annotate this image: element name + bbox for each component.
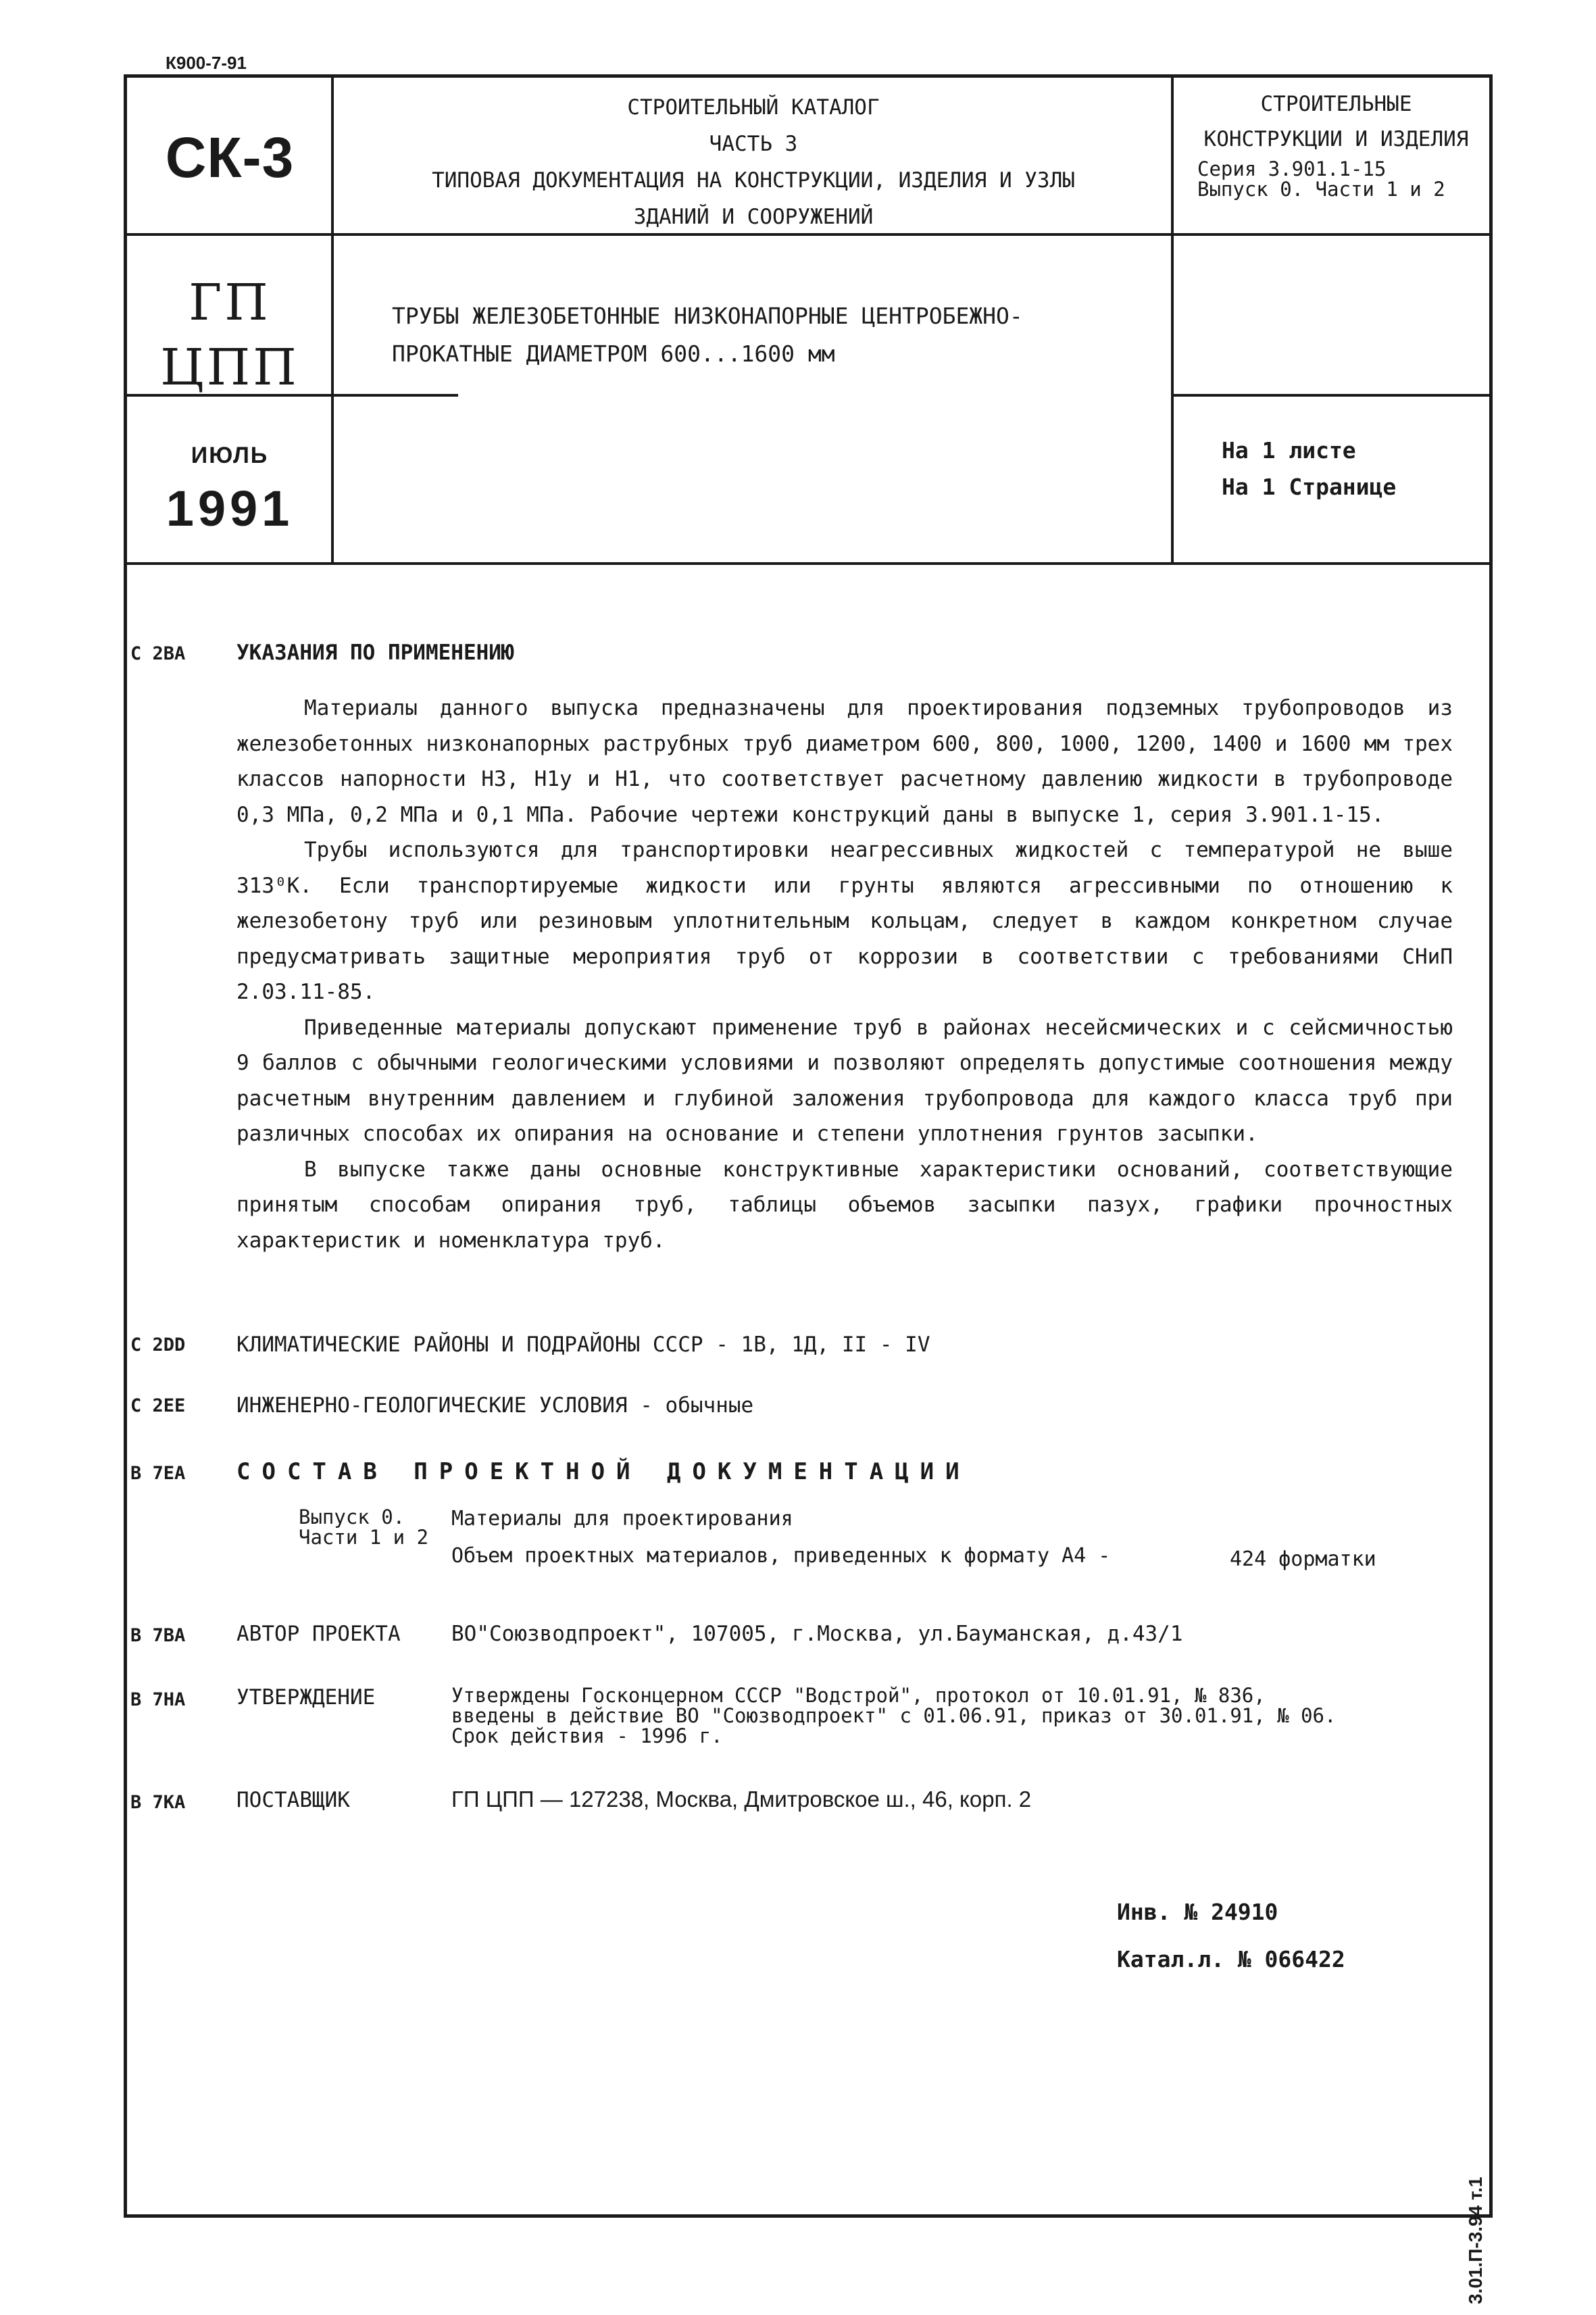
catalog-code: СК-3 bbox=[165, 126, 295, 189]
series-info bbox=[1197, 159, 1445, 199]
usage-paragraph-2: Трубы используются для транспортировки неагрессивных жидкостей с температурой не выше 313⁰К. Если транспортируемые жидкости или грунты являются агрессивными по отношению к железобетону труб или резиновым уплотнительным кольцам, следует в каждом конкретном случае предусматривать защитные мероприятия труб от коррозии в соответствии с требованиями СНиП 2.03.11-85. bbox=[236, 838, 1453, 1004]
section-code-geology: С 2ЕЕ bbox=[130, 1395, 186, 1416]
usage-body bbox=[236, 691, 1453, 1258]
publisher-name bbox=[128, 270, 331, 400]
composition-materials: Материалы для проектирования bbox=[451, 1507, 793, 1530]
catalog-title: СТРОИТЕЛЬНЫЙ КАТАЛОГ bbox=[627, 95, 880, 120]
usage-heading: УКАЗАНИЯ ПО ПРИМЕНЕНИЮ bbox=[236, 641, 514, 665]
composition-heading: СОСТАВ ПРОЕКТНОЙ ДОКУМЕНТАЦИИ bbox=[236, 1458, 971, 1485]
sheets-label: На 1 листе bbox=[1222, 437, 1356, 464]
header-divider-4 bbox=[1172, 394, 1493, 397]
approval-line-3: Срок действия - 1996 г. bbox=[451, 1724, 723, 1747]
usage-paragraph-3: Приведенные материалы допускают применение труб в районах несейсмических и с сейсмичностью 9 баллов с обычными геологическими условиями и позволяют определять допустимые соотношения между расчетным внутренним давлением и глубиной заложения трубопровода для каждого класса труб при различных способах их опирания на основание и степени уплотнения грунтов засыпки. bbox=[236, 1015, 1453, 1146]
publisher-line-2: ЦПП bbox=[160, 339, 299, 397]
sheet-count bbox=[1222, 432, 1396, 505]
composition-parts-label: Части 1 и 2 bbox=[299, 1526, 429, 1549]
usage-paragraph-1: Материалы данного выпуска предназначены для проектирования подземных трубопроводов из железобетонных низконапорных раструбных труб диаметром 600, 800, 1000, 1200, 1400 и 1600 мм трех классов напорности Н3, Н1у и Н1, что соответствует расчетному давлению жидкости в трубопроводе 0,3 МПа, 0,2 МПа и 0,1 МПа. Рабочие чертежи конструкций даны в выпуске 1, серия 3.901.1-15. bbox=[236, 696, 1453, 827]
section-code-author: В 7ВА bbox=[130, 1625, 186, 1646]
approval-line-2: введены в действие ВО "Союзводпроект" с 01.06.91, приказ от 30.01.91, № 06. bbox=[451, 1704, 1337, 1727]
title-line-1: ТРУБЫ ЖЕЛЕЗОБЕТОННЫЕ НИЗКОНАПОРНЫЕ ЦЕНТРОБЕЖНО- bbox=[392, 303, 1023, 329]
catalog-part: ЧАСТЬ 3 bbox=[709, 132, 798, 156]
header-col-divider-left bbox=[331, 74, 334, 564]
approval-line-1: Утверждены Госконцерном СССР "Водстрой", протокол от 10.01.91, № 836, bbox=[451, 1684, 1266, 1707]
section-code-composition: В 7ЕА bbox=[130, 1463, 186, 1484]
author-text: ВО"Союзводпроект", 107005, г.Москва, ул.Бауманская, д.43/1 bbox=[451, 1622, 1183, 1646]
title-line-2: ПРОКАТНЫЕ ДИАМЕТРОМ 600...1600 мм bbox=[392, 341, 835, 367]
section-code-usage: С 2ВА bbox=[130, 643, 186, 664]
publication-year: 1991 bbox=[166, 480, 294, 537]
catalog-sheet-number: Катал.л. № 066422 bbox=[1117, 1946, 1345, 1972]
catalog-description-line-1: ТИПОВАЯ ДОКУМЕНТАЦИЯ НА КОНСТРУКЦИИ, ИЗДЕЛИЯ И УЗЛЫ bbox=[432, 168, 1075, 193]
side-code: 3.01.П-3.94 т.1 bbox=[1465, 2176, 1486, 2304]
composition-issue-label: Выпуск 0. bbox=[299, 1505, 405, 1528]
header-divider-3 bbox=[124, 562, 1493, 565]
usage-paragraph-4: В выпуске также даны основные конструктивные характеристики оснований, соответствующие принятым способам опирания труб, таблицы объемов засыпки пазух, графики прочностных характеристик и номенклатура труб. bbox=[236, 1157, 1453, 1253]
supplier-text: ГП ЦПП — 127238, Москва, Дмитровское ш., 46, корп. 2 bbox=[451, 1787, 1032, 1812]
section-code-climate: С 2DD bbox=[130, 1335, 186, 1355]
approval-text bbox=[451, 1685, 1492, 1746]
composition-volume-value: 424 форматки bbox=[1230, 1547, 1376, 1571]
catalog-description-line-2: ЗДАНИЙ И СООРУЖЕНИЙ bbox=[633, 205, 874, 229]
publication-month: ИЮЛЬ bbox=[191, 443, 269, 468]
category-line-2: КОНСТРУКЦИИ И ИЗДЕЛИЯ bbox=[1203, 127, 1469, 151]
publisher-line-1: ГП bbox=[189, 274, 271, 332]
inventory-number: Инв. № 24910 bbox=[1117, 1899, 1278, 1925]
section-code-supplier: В 7КА bbox=[130, 1792, 186, 1813]
category-line-1: СТРОИТЕЛЬНЫЕ bbox=[1260, 92, 1412, 116]
pages-label: На 1 Странице bbox=[1222, 474, 1397, 500]
catalog-header bbox=[338, 89, 1169, 235]
composition-issue bbox=[299, 1507, 428, 1547]
document-code: К900-7-91 bbox=[166, 53, 247, 73]
author-label: АВТОР ПРОЕКТА bbox=[236, 1622, 401, 1646]
composition-volume: Объем проектных материалов, приведенных к формату А4 - bbox=[451, 1544, 1111, 1568]
series-number: Серия 3.901.1-15 bbox=[1197, 157, 1387, 180]
issue-number: Выпуск 0. Части 1 и 2 bbox=[1197, 178, 1445, 201]
geology-text: ИНЖЕНЕРНО-ГЕОЛОГИЧЕСКИЕ УСЛОВИЯ - обычные bbox=[236, 1393, 754, 1418]
document-title bbox=[392, 297, 1023, 373]
climate-text: КЛИМАТИЧЕСКИЕ РАЙОНЫ И ПОДРАЙОНЫ СССР - 1В, 1Д, II - IV bbox=[236, 1333, 930, 1357]
approval-label: УТВЕРЖДЕНИЕ bbox=[236, 1685, 376, 1710]
supplier-label: ПОСТАВЩИК bbox=[236, 1788, 350, 1812]
section-code-approval: В 7НА bbox=[130, 1689, 186, 1710]
category-header bbox=[1179, 86, 1493, 157]
header-col-divider-right bbox=[1171, 74, 1174, 564]
